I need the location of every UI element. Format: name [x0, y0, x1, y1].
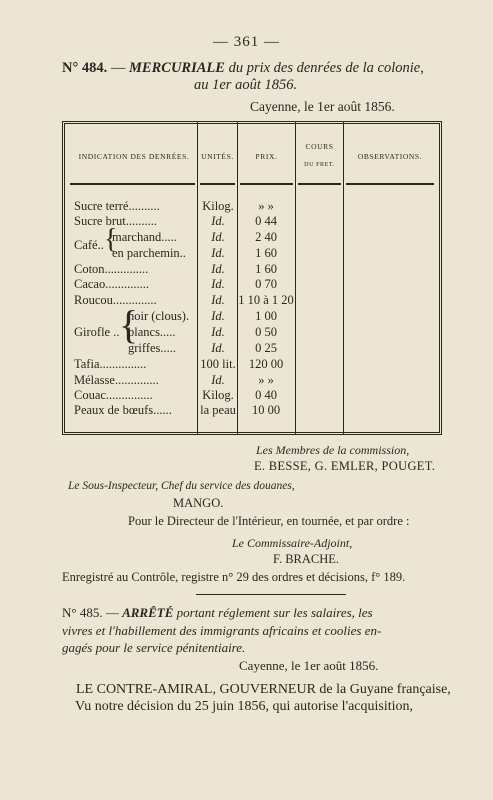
notice-485-number: N° 485. — [62, 605, 103, 620]
table-row — [0, 308, 493, 324]
header-fret: DU FRET. — [304, 162, 335, 168]
notice-485-title: ARRÊTÉ — [122, 605, 174, 620]
page-number: — 361 — — [213, 34, 280, 50]
product-unit: Id. — [211, 262, 225, 276]
vu-line: Vu notre décision du 25 juin 1856, qui autorise l'acquisition, — [75, 699, 414, 714]
product-name: Couac............... — [74, 388, 153, 402]
product-name: noir (clous). — [128, 309, 190, 323]
product-name: Roucou.............. — [74, 293, 157, 307]
sous-inspecteur-name: MANGO. — [173, 496, 224, 510]
product-name: Peaux de bœufs...... — [74, 403, 172, 417]
product-unit: Id. — [211, 277, 225, 291]
table-row — [0, 261, 493, 277]
commissaire-name: F. BRACHE. — [273, 552, 340, 566]
product-price: 120 00 — [248, 357, 284, 371]
table-row — [0, 292, 493, 308]
header-observations: OBSERVATIONS. — [357, 152, 423, 161]
sous-inspecteur-label: Le Sous-Inspecteur, Chef du service des douanes, — [68, 480, 295, 492]
product-name: Sucre terré.......... — [74, 199, 160, 213]
brace-icon: { — [104, 224, 118, 255]
group-label-cafe: Café.. — [74, 238, 104, 252]
notice-484-title: MERCURIALE — [129, 60, 225, 76]
product-price: 2 40 — [255, 230, 277, 244]
header-cours: COURS — [305, 142, 334, 151]
product-price: 10 00 — [251, 403, 281, 417]
table-row — [0, 356, 493, 372]
notice-485-text-2: vivres et l'habillement des immigrants africains et coolies en- — [62, 622, 382, 638]
notice-485-dash: — — [102, 605, 123, 620]
group-label-row — [0, 237, 493, 253]
notice-484-number: N° 484. — [62, 60, 108, 76]
product-price: 1 60 — [255, 262, 277, 276]
product-price: 1 10 à 1 20 — [238, 293, 294, 307]
product-name: Coton.............. — [74, 262, 149, 276]
product-price: 0 70 — [255, 277, 277, 291]
product-name: en parchemin.. — [112, 246, 186, 260]
product-unit: Kilog. — [202, 388, 234, 402]
product-unit: Id. — [211, 230, 225, 244]
product-price: 0 40 — [255, 388, 277, 402]
notice-484-subtitle-1: du prix des denrées de la colonie, — [224, 60, 424, 76]
product-unit: Id. — [211, 325, 225, 339]
notice-485-text-3: gagés pour le service pénitentiaire. — [62, 640, 246, 655]
commissaire-label: Le Commissaire-Adjoint, — [232, 536, 353, 550]
product-unit: Id. — [211, 341, 225, 355]
table-row — [0, 276, 493, 292]
table-row — [0, 387, 493, 403]
contre-amiral-line: LE CONTRE-AMIRAL, GOUVERNEUR de la Guyane française, — [76, 682, 451, 697]
header-denrees: INDICATION DES DENRÉES. — [78, 152, 190, 161]
table-row — [0, 198, 493, 214]
product-unit: Id. — [211, 214, 225, 228]
members-label: Les Membres de la commission, — [256, 443, 410, 457]
table-row — [0, 372, 493, 388]
notice-484-heading — [62, 60, 452, 94]
section-divider — [196, 594, 346, 595]
product-name: Tafia............... — [74, 357, 147, 371]
notice-484-subtitle-2: au 1er août 1856. — [194, 77, 298, 93]
product-price: 0 50 — [255, 325, 277, 339]
header-rule — [298, 183, 341, 185]
place-date-2: Cayenne, le 1er août 1856. — [239, 658, 379, 673]
group-label-girofle: Girofle .. — [74, 325, 120, 339]
header-unites: UNITÉS. — [201, 152, 234, 161]
product-price: 1 60 — [255, 246, 277, 260]
product-unit: Kilog. — [202, 199, 234, 213]
product-unit: Id. — [211, 373, 225, 387]
product-name: griffes..... — [128, 341, 177, 355]
product-name: blancs..... — [128, 325, 176, 339]
product-name: Cacao.............. — [74, 277, 149, 291]
product-price: 0 44 — [255, 214, 277, 228]
product-name: Sucre brut.......... — [74, 214, 157, 228]
registration-line: Enregistré au Contrôle, registre n° 29 des ordres et décisions, f° 189. — [62, 570, 406, 584]
product-unit: Id. — [211, 309, 225, 323]
place-date-1: Cayenne, le 1er août 1856. — [250, 99, 395, 114]
product-price: 0 25 — [255, 341, 277, 355]
product-unit: 100 lit. — [200, 357, 236, 371]
product-unit: Id. — [211, 293, 225, 307]
product-name: Mélasse.............. — [74, 373, 159, 387]
header-rule — [70, 183, 195, 185]
product-unit: la peau — [200, 403, 236, 417]
header-prix: PRIX. — [255, 152, 278, 161]
product-price: » » — [258, 199, 274, 213]
table-row — [0, 340, 493, 356]
notice-484-dash: — — [107, 60, 130, 76]
notice-485-heading — [62, 604, 447, 657]
table-row — [0, 213, 493, 229]
table-row — [0, 402, 493, 418]
notice-485-text-1: portant réglement sur les salaires, les — [173, 605, 373, 620]
product-price: 1 00 — [255, 309, 277, 323]
group-label-row — [0, 324, 493, 340]
pour-directeur: Pour le Directeur de l'Intérieur, en tournée, et par ordre : — [128, 514, 410, 528]
product-unit: Id. — [211, 246, 225, 260]
brace-icon: { — [119, 302, 139, 347]
header-rule — [240, 183, 293, 185]
product-name: marchand..... — [112, 230, 177, 244]
header-rule — [200, 183, 235, 185]
members-names: E. BESSE, G. EMLER, POUGET. — [254, 459, 436, 473]
header-rule — [346, 183, 434, 185]
product-price: » » — [258, 373, 274, 387]
